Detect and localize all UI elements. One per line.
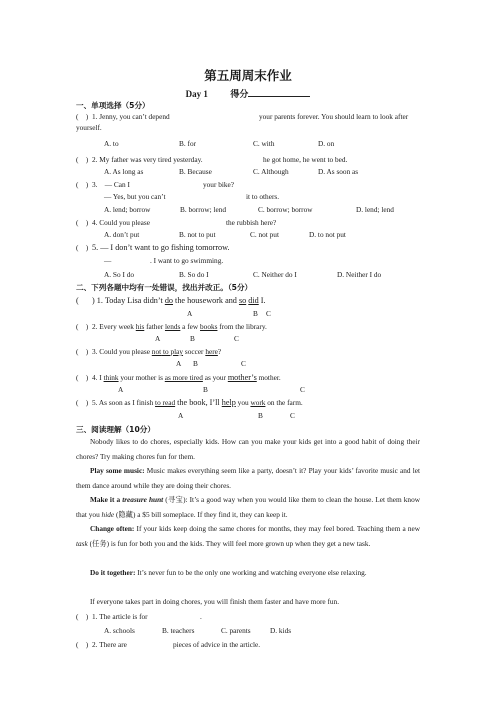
section2-heading: 二、下列各题中均有一处错误，找出并改正。（5分）: [76, 283, 253, 292]
answer-paren[interactable]: (: [76, 296, 79, 305]
option: D. on: [318, 139, 335, 148]
day-score-line: [0, 87, 496, 100]
answer-paren[interactable]: ( ): [76, 373, 89, 382]
reading-paragraph-3: Make it a treasure hunt (寻宝): It’s a good way when you would like them to clean the house. Let them know that you hide (隐藏) a $5 bill someplace. If they find it, they can keep it.: [76, 495, 420, 519]
reading-paragraph-1: Nobody likes to do chores, especially kids. How can you make your kids get into a good habit of doing their chores? Try making chores fun for them.: [76, 437, 420, 461]
worksheet-page: 第五周周末作业 Day 1 得分 一、单项选择（5分） ( ) 1. Jenny, you can’t depend your parents forever. You should learn to look after yourself. A. to B. for C. with D. on ( ) 2. My father was very tired yesterday. he got home, he went to bed. A. As long as B. Because C. Although D. As soon as ( ) 3. — Can I your bike? — Yes, but you can’t it to others. A. lend; borrow B. borrow; lend C. borrow; borrow D. lend; lend ( ) 4. Could you please the rubbish here? A. don’t put B. not to put C. not put D. to not put ( ) 5. — I don’t want to go fishing tomorrow. — . I want to go swimming. A. So I do B. So do I C. Neither do I D. Neither I do 二、下列各题中均有一处错误，找出并改正。（5分） ( ) 1. Today Lisa didn’t do the housework and so did I. A B C ( ) 2. Every week his father lends a few books from the library. A B C ( ) 3. Could you please not to play soccer here? A B C ( ) 4. I think your mother is as more tired as your mother’s mother. A B C ( ) 5. As soon as I finish to read the book, I’ll help you work on the farm. A B C 三、阅读理解（10分） Nobody likes to do chores, especially kids. How can you make your kids get into a good habit of doing their chores? Try making chores fun for them. Play some music: Music makes everything seem like a party, doesn’t it? Play your kids’ favorite music and let them dance around while they are doing their chores. Make it a treasure hunt (寻宝): It’s a good way when you would like them to clean the house. Let them know that you hide (隐藏) a $5 bill someplace. If they find it, they can keep it. Change often: If your kids keep doing the same chores for months, they may feel bored. Teaching them a new task (任务) is fun for both you and the kids. They will feel more grown up when they get a new task. Do it together: It’s never fun to be the only one working and watching everyone else relaxing. If everyone takes part in doing chores, you will finish them faster and have more fun. ( ) 1. The article is for . A. schools B. teachers C. parents D. kids ( ) 2. There are pieces of advice in the article.: [0, 0, 496, 702]
answer-paren[interactable]: ( ): [76, 322, 89, 331]
day-label: Day 1: [185, 89, 208, 99]
score-label: 得分: [230, 89, 249, 99]
reading-paragraph-6: If everyone takes part in doing chores, you will finish them faster and have more fun.: [90, 597, 340, 606]
section1-heading: 一、单项选择（5分）: [76, 101, 150, 110]
answer-paren[interactable]: ( ): [76, 180, 89, 189]
option: C. with: [253, 139, 275, 148]
answer-paren[interactable]: ( ): [76, 218, 89, 227]
answer-paren[interactable]: ( ): [76, 112, 89, 121]
option: B. for: [179, 139, 197, 148]
reading-paragraph-2: Play some music: Music makes everything seem like a party, doesn’t it? Play your kids’ favorite music and let them dance around while they are doing their chores.: [76, 466, 420, 490]
page-title: 第五周周末作业: [204, 68, 292, 83]
answer-paren[interactable]: ( ): [76, 243, 89, 252]
reading-paragraph-4: Change often: If your kids keep doing the same chores for months, they may feel bored. Teaching them a new task (任务) is fun for both you and the kids. They will feel more grown up when they get a new task.: [76, 524, 421, 548]
answer-paren[interactable]: ( ): [76, 155, 89, 164]
option: A. to: [104, 139, 119, 148]
reading-paragraph-5: Do it together: It’s never fun to be the only one working and watching everyone else relaxing.: [90, 568, 367, 577]
answer-paren[interactable]: ( ): [76, 347, 89, 356]
answer-paren[interactable]: ( ): [76, 612, 89, 621]
section3-heading: 三、阅读理解（10分）: [76, 425, 155, 434]
score-blank[interactable]: [248, 88, 310, 97]
answer-paren[interactable]: ( ): [76, 640, 89, 649]
answer-paren[interactable]: ( ): [76, 398, 89, 407]
